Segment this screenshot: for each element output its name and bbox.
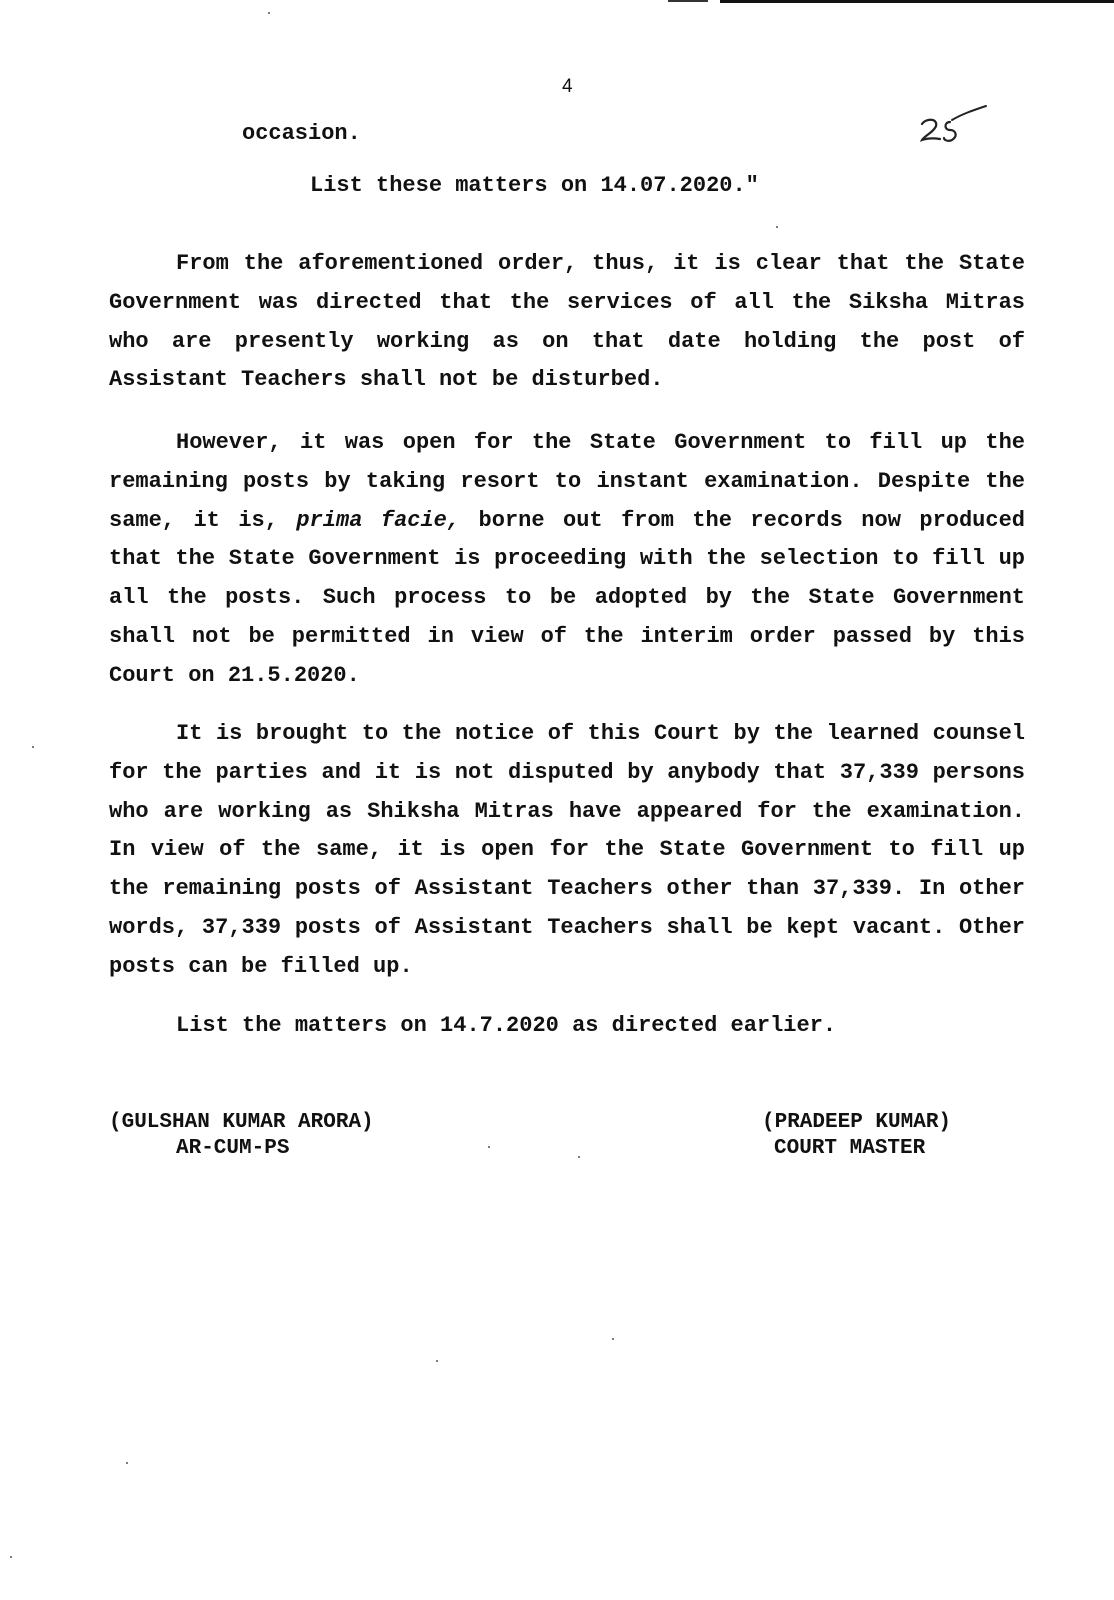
paragraph-vacant-posts: It is brought to the notice of this Court by the learned counsel for the parties and it is not disputed by anybody that 37,339 persons who are working as Shiksha Mitras have appeared for the examination. In view of the same, it is open for the State Government to fill up the remaining posts of Assistant Teachers other than 37,339. In other words, 37,339 posts of Assistant Teachers shall be kept vacant. Other posts can be filled up.	[109, 721, 1025, 979]
paragraph-order-summary: From the aforementioned order, thus, it is clear that the State Government was directed that the services of all the Siksha Mitras who are presently working as on that date holding the post of Assistant Teachers shall not be disturbed.	[109, 251, 1025, 393]
scan-speck	[776, 226, 778, 228]
top-edge-rule	[720, 0, 1114, 3]
scan-speck	[436, 1360, 438, 1362]
scan-speck	[10, 1556, 12, 1558]
quote-end-line-1: occasion.	[242, 121, 361, 146]
top-edge-mark	[668, 0, 708, 2]
page-number: 4	[562, 76, 573, 97]
signature-left-title: AR-CUM-PS	[176, 1137, 290, 1160]
handwritten-folio-mark	[916, 100, 988, 148]
paragraph-selection-process-text-1: However, it was open for the State Government to fill up the remaining posts by taking resort to instant examination. Despite the same, it is,	[109, 430, 1025, 533]
signature-right-name: (PRADEEP KUMAR)	[762, 1111, 952, 1134]
quote-end-line-2: List these matters on 14.07.2020."	[310, 173, 759, 198]
paragraph-listing-direction: List the matters on 14.7.2020 as directed earlier.	[176, 1013, 837, 1038]
scan-speck	[32, 746, 34, 748]
paragraph-selection-process	[109, 424, 1025, 696]
scan-speck	[612, 1338, 614, 1340]
scan-speck	[578, 1156, 580, 1158]
scan-speck	[126, 1462, 128, 1464]
signature-right-title: COURT MASTER	[774, 1137, 926, 1160]
scan-speck	[268, 12, 270, 14]
paragraph-selection-process-text-2: borne out from the records now produced that the State Government is proceeding with the selection to fill up all the posts. Such process to be adopted by the State Government shall not be permitted in view of the interim order passed by this Court on 21.5.2020.	[109, 507, 1025, 688]
scan-speck	[488, 1146, 490, 1148]
prima-facie-italic: prima facie,	[296, 507, 461, 533]
signature-left-name: (GULSHAN KUMAR ARORA)	[109, 1111, 374, 1134]
